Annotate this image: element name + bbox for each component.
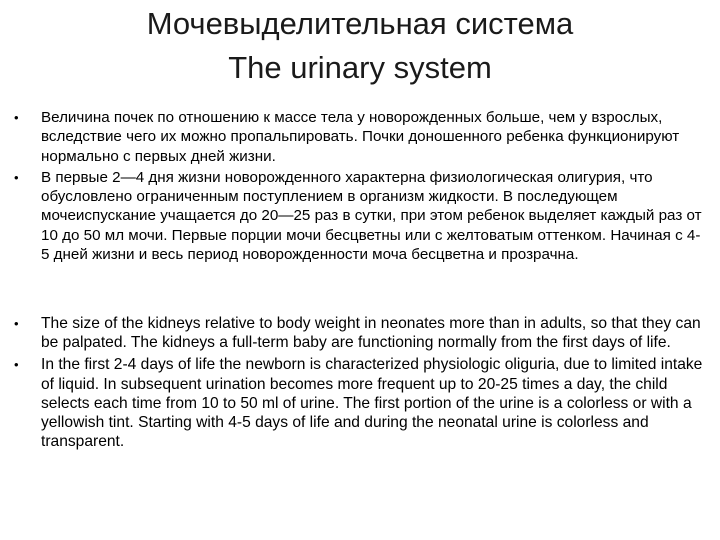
list-item	[14, 314, 704, 352]
bullet-text: The size of the kidneys relative to body weight in neonates more than in adults, so that they can be palpated. The kidneys a full-term baby are functioning normally from the first days of life.	[41, 315, 701, 352]
list-item	[14, 355, 704, 451]
title-russian: Мочевыделительная система	[146, 6, 574, 41]
bullet-icon: •	[14, 169, 19, 185]
russian-bullet-list	[14, 108, 704, 264]
bullet-text: In the first 2-4 days of life the newborn is characterized physiologic oliguria, due to limited intake of liquid. In subsequent urination becomes more frequent up to 20-25 times a day, the child selects each time from 10 to 50 ml of urine. The first portion of the urine is a colorless or with a yellowish tint. Starting with 4-5 days of life and during the neonatal urine is colorless and transparent.	[41, 356, 703, 451]
bullet-icon: •	[14, 316, 19, 331]
bullet-icon: •	[14, 357, 19, 373]
slide-title	[40, 2, 680, 90]
bullet-text: Величина почек по отношению к массе тела у новорожденных больше, чем у взрослых, вследствие чего их можно пропальпировать. Почки доношенного ребенка функционируют нормально с первых дней жизни.	[41, 109, 680, 165]
list-item	[14, 108, 704, 166]
list-item	[14, 168, 704, 264]
bullet-icon: •	[14, 110, 19, 125]
english-bullet-list	[14, 314, 704, 451]
bullet-text: В первые 2—4 дня жизни новорожденного характерна физиологическая олигурия, что обусловлено ограниченным поступлением в организм жидкости. В последующем мочеиспускание учащается до 20—25 раз в сутки, при этом ребенок выделяет каждый раз от 10 до 50 мл мочи. Первые порции мочи бесцветны или с желтоватым оттенком. Начиная с 4-5 дней жизни и весь период новорожденности моча бесцветна и прозрачна.	[41, 168, 702, 264]
title-english: The urinary system	[228, 50, 492, 85]
